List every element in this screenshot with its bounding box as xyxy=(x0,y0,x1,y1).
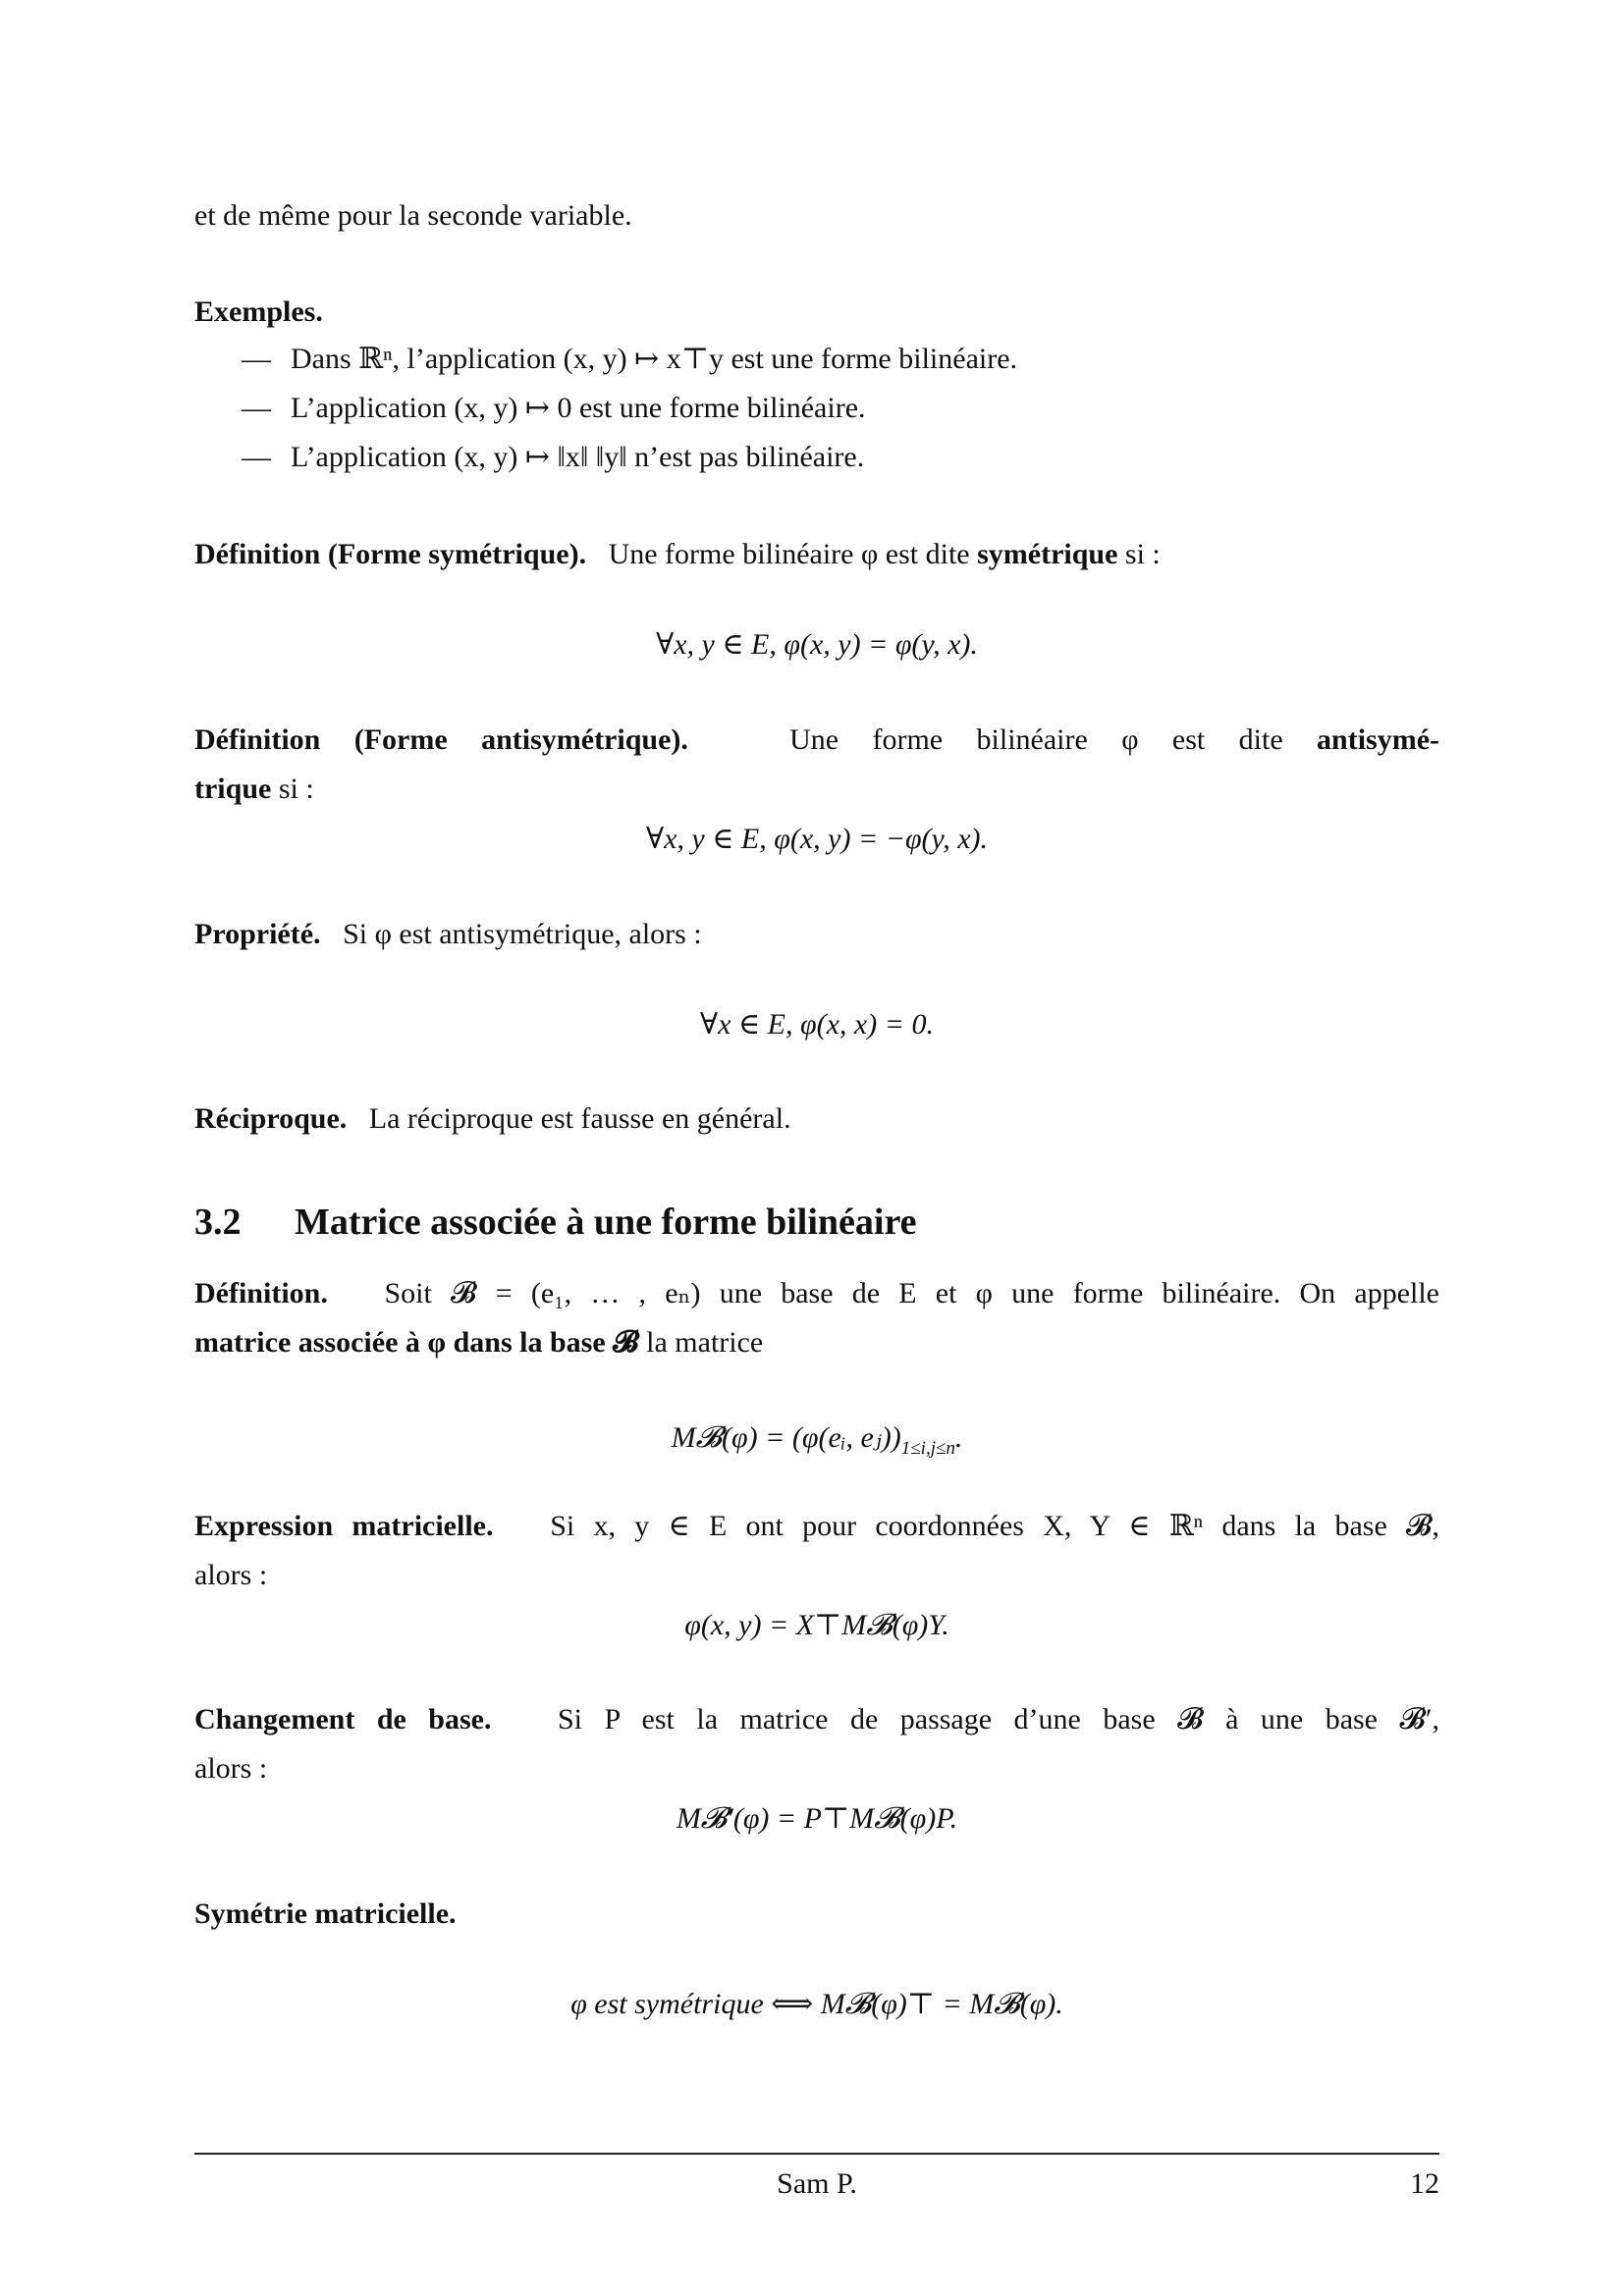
formula-symmetric: ∀x, y ∈ E, φ(x, y) = φ(y, x). xyxy=(656,628,978,661)
examples-heading: Exemples. xyxy=(194,295,323,328)
property-block xyxy=(194,915,702,954)
dash-bullet: — xyxy=(242,343,271,375)
formula-matrix-subscript: 1≤i,j≤n xyxy=(900,1438,955,1459)
change-of-basis-title: Changement de base. xyxy=(194,1703,492,1735)
matrix-expression-title: Expression matricielle. xyxy=(194,1510,494,1542)
dash-bullet: — xyxy=(242,392,271,424)
formula-change-of-basis: M𝓑′(φ) = P⊤M𝓑(φ)P. xyxy=(676,1802,958,1835)
definition-keyword: antisymé- xyxy=(1317,723,1440,756)
intro-text: et de même pour la seconde variable. xyxy=(194,199,632,232)
definition-text-end: si : xyxy=(278,773,314,805)
example-item xyxy=(242,389,866,428)
property-title: Propriété. xyxy=(194,918,321,950)
definition-title: Définition (Forme antisymétrique). xyxy=(194,723,688,756)
formula-matrix xyxy=(194,1418,1439,1468)
matrix-expression-cont: alors : xyxy=(194,1559,268,1591)
formula-matrix-expression: φ(x, y) = X⊤M𝓑(φ)Y. xyxy=(684,1609,949,1641)
converse-block xyxy=(194,1099,791,1139)
definition-matrix-cont xyxy=(194,1323,763,1362)
converse-text: La réciproque est fausse en général. xyxy=(368,1102,791,1135)
example-text: L’application (x, y) ↦ ‖x‖ ‖y‖ n’est pas bilinéaire. xyxy=(291,441,865,473)
section-heading xyxy=(194,1199,917,1246)
definition-text: Une forme bilinéaire φ est dite xyxy=(789,723,1283,756)
definition-antisymmetric xyxy=(194,721,1439,760)
page-number: 12 xyxy=(1410,2167,1439,2200)
formula-matrix-symmetry: φ est symétrique ⟺ M𝓑(φ)⊤ = M𝓑(φ). xyxy=(570,1988,1063,2020)
definition-text: Soit 𝓑 = (e₁, … , eₙ) une base de E et φ une forme bilinéaire. On appelle xyxy=(384,1277,1440,1309)
definition-symmetric xyxy=(194,535,1161,574)
matrix-expression xyxy=(194,1507,1439,1546)
definition-antisymmetric-cont xyxy=(194,770,314,809)
section-title: Matrice associée à une forme bilinéaire xyxy=(295,1201,917,1243)
definition-title: Définition (Forme symétrique). xyxy=(194,538,587,570)
example-item xyxy=(242,340,1017,379)
definition-keyword: matrice associée à φ dans la base 𝓑 xyxy=(194,1326,639,1359)
matrix-symmetry-heading: Symétrie matricielle. xyxy=(194,1897,457,1930)
formula-property: ∀x ∈ E, φ(x, x) = 0. xyxy=(700,1008,934,1041)
footer-rule xyxy=(194,2153,1439,2155)
section-number: 3.2 xyxy=(194,1201,242,1243)
converse-title: Réciproque. xyxy=(194,1102,348,1135)
definition-keyword: symétrique xyxy=(977,538,1118,570)
example-item xyxy=(242,438,864,477)
change-of-basis-cont: alors : xyxy=(194,1752,268,1785)
example-text: Dans ℝⁿ, l’application (x, y) ↦ x⊤y est une forme bilinéaire. xyxy=(291,343,1018,375)
definition-keyword-cont: trique xyxy=(194,773,272,805)
change-of-basis-text: Si P est la matrice de passage d’une base 𝓑 à une base 𝓑′, xyxy=(557,1703,1440,1735)
example-text: L’application (x, y) ↦ 0 est une forme bilinéaire. xyxy=(291,392,866,424)
footer-author: Sam P. xyxy=(777,2167,857,2200)
definition-text-end: la matrice xyxy=(646,1326,764,1359)
formula-matrix-end: . xyxy=(954,1421,963,1454)
property-text: Si φ est antisymétrique, alors : xyxy=(343,918,702,950)
definition-text-end: si : xyxy=(1124,538,1161,570)
matrix-expression-text: Si x, y ∈ E ont pour coordonnées X, Y ∈ ℝⁿ dans la base 𝓑, xyxy=(550,1510,1440,1542)
definition-title: Définition. xyxy=(194,1277,328,1309)
dash-bullet: — xyxy=(242,441,271,473)
document-page xyxy=(194,0,1439,2296)
change-of-basis xyxy=(194,1700,1439,1739)
definition-text: Une forme bilinéaire φ est dite xyxy=(608,538,970,570)
formula-matrix-main: M𝓑(φ) = (φ(eᵢ, eⱼ)) xyxy=(671,1421,901,1454)
formula-antisymmetric: ∀x, y ∈ E, φ(x, y) = −φ(y, x). xyxy=(645,823,989,855)
definition-matrix xyxy=(194,1274,1439,1313)
